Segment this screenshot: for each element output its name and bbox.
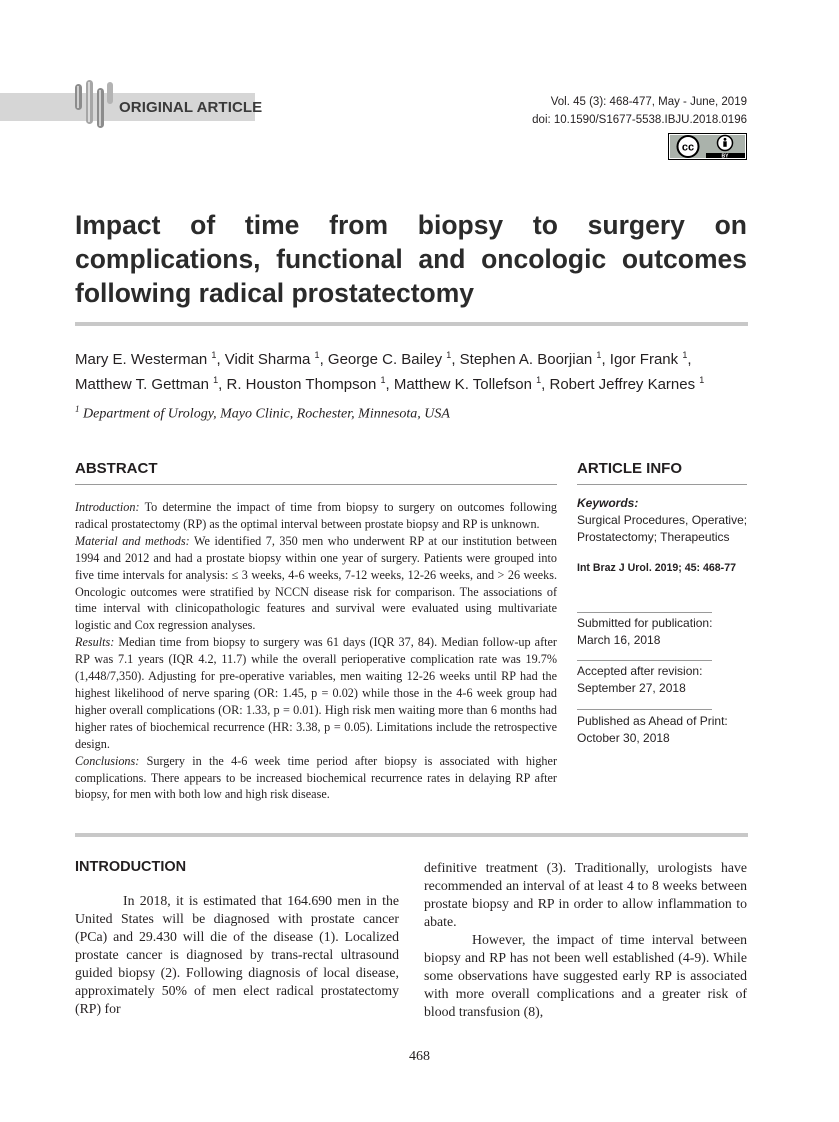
author-name: Matthew T. Gettman $^1$ (75, 375, 219, 393)
abstract-conclusions (75, 753, 557, 804)
journal-meta (532, 93, 747, 129)
article-info-heading-rule (577, 484, 747, 485)
accepted-date: September 27, 2018 (577, 681, 686, 695)
submitted-block (577, 615, 747, 649)
abstract-heading-rule (75, 484, 557, 485)
introduction-heading: INTRODUCTION (75, 859, 187, 875)
page-number: 468 (409, 1049, 430, 1064)
author-name: Stephen A. Boorjian $^1$ (459, 350, 602, 368)
author-affiliation-mark: 1 (213, 375, 219, 385)
published-label: Published as Ahead of Print: (577, 714, 728, 728)
abstract-label: Introduction: (75, 500, 140, 514)
abstract-text: Median time from biopsy to surgery was 61 days (IQR 37, 84). Median follow-up after RP was 7.1 years (IQR 4.2, 11.7) while the overall perioperative complication rate was 19.7% (1,448/7,350). Adjusting for pre-operative variables, men waiting 12-26 weeks until RP had the highest likelihood of nerve sparing (OR: 1.45, p = 0.02) while those in the 4-6 week group had higher overall complications (OR: 1.33, p = 0.01). High risk men waiting more than 6 months had higher rates of biochemical recurrence (HR: 3.38, p = 0.05). Limitations include the retrospective design. (75, 635, 557, 751)
author-affiliation-mark: 1 (380, 375, 386, 385)
info-divider (577, 660, 712, 661)
author-name: Mary E. Westerman $^1$ (75, 350, 217, 368)
abstract-text: To determine the impact of time from biopsy to surgery on outcomes following radical prostatectomy (RP) as the optimal interval between prostate biopsy and RP is unknown. (75, 500, 558, 531)
abstract-introduction (75, 499, 557, 533)
info-divider (577, 612, 712, 613)
submitted-label: Submitted for publication: (577, 616, 713, 630)
author-name: Matthew K. Tollefson $^1$ (393, 375, 542, 393)
author-name: Robert Jeffrey Karnes $^1$ (549, 375, 705, 393)
author-name: R. Houston Thompson $^1$ (226, 375, 386, 393)
published-block (577, 713, 747, 747)
title-divider (75, 322, 748, 326)
introduction-right-column (424, 859, 747, 1021)
abstract-text: We identified 7, 350 men who underwent RP at our institution between 1994 and 2012 and had a prostate biopsy within one year of surgery. Patients were grouped into five time intervals for analysis: ≤ 3 weeks, 4-6 weeks, 7-12 weeks, 12-26 weeks, and > 26 weeks. Oncologic outcomes were stratified by NCCN disease risk for comparison. The associations of time interval with clinicopathologic features and survival were evaluated using multivariate logistic and Cox regression analyses. (75, 533, 557, 633)
svg-text:BY: BY (721, 153, 729, 160)
accepted-block (577, 663, 747, 697)
abstract-label: Material and methods: (75, 533, 190, 548)
introduction-left-column (75, 892, 399, 1018)
author-name: George C. Bailey $^1$ (327, 350, 452, 368)
submitted-date: March 16, 2018 (577, 633, 661, 647)
volume-line: Vol. 45 (3): 468-477, May - June, 2019 (550, 96, 747, 108)
abstract-label: Results: (75, 635, 115, 650)
affiliation-mark: 1 (75, 404, 80, 414)
journal-logo-icon (72, 78, 116, 132)
svg-text:cc: cc (681, 141, 695, 154)
abstract-text: Surgery in the 4-6 week time period after biopsy is associated with higher complications. There appears to be increased biochemical recurrence rates in delaying RP after biopsy, for men with both low and high risk disease. (75, 753, 557, 802)
author-affiliation-mark: 1 (699, 375, 705, 385)
keywords-label: Keywords: (577, 496, 639, 510)
published-date: October 30, 2018 (577, 731, 670, 745)
author-affiliation-mark: 1 (596, 350, 602, 360)
paragraph: In 2018, it is estimated that 164.690 men in the United States will be diagnosed with prostate cancer (PCa) and 29.430 will die of the disease (1). Localized prostate cancer is diagnosed by trans-rectal ultrasound guided biopsy (2). Following diagnosis of local disease, approximately 50% of men elect radical prostatectomy (RP) for (75, 893, 399, 1016)
abstract-results (75, 634, 557, 752)
author-affiliation-mark: 1 (211, 350, 217, 360)
accepted-label: Accepted after revision: (577, 664, 703, 678)
author-affiliation-mark: 1 (536, 375, 542, 385)
author-affiliation-mark: 1 (446, 350, 452, 360)
author-affiliation-mark: 1 (314, 350, 320, 360)
abstract-heading: ABSTRACT (75, 460, 158, 477)
paragraph: definitive treatment (3). Traditionally, urologists have recommended an interval of at least 4 to 8 weeks between prostate biopsy and RP in order to allow inflammation to abate. (424, 860, 747, 929)
article-title: Impact of time from biopsy to surgery on complications, functional and oncologic outcomes following radical prostatectomy (75, 210, 747, 308)
paragraph: However, the impact of time interval between biopsy and RP has not been well established (4-9). While some observations have suggested early RP is associated with more overall complications and a greater risk of blood transfusion (8), (424, 932, 747, 1019)
article-type-label: ORIGINAL ARTICLE (119, 99, 263, 116)
article-info-heading: ARTICLE INFO (577, 460, 682, 477)
abstract-body (75, 499, 557, 803)
section-divider (75, 833, 748, 837)
abstract-label: Conclusions: (75, 753, 140, 768)
author-name: Igor Frank $^1$ (609, 350, 688, 368)
abstract-methods (75, 533, 557, 634)
affiliation-text: Department of Urology, Mayo Clinic, Rochester, Minnesota, USA (83, 406, 450, 422)
info-divider (577, 709, 712, 710)
author-affiliation-mark: 1 (682, 350, 688, 360)
creative-commons-by-icon[interactable] (668, 133, 747, 160)
doi-line: doi: 10.1590/S1677-5538.IBJU.2018.0196 (532, 114, 747, 126)
keywords-text: Surgical Procedures, Operative; Prostatectomy; Therapeutics (577, 513, 748, 544)
author-list: Mary E. Westerman $^1$, Vidit Sharma $^1$, George C. Bailey $^1$, Stephen A. Boorjian $^1$, Igor Frank $^1$, Matthew T. Gettman $^1$, R. Houston Thompson $^1$, Matthew K. Tollefson $^1$, Robert Jeffrey Karnes $^1$ (75, 350, 705, 393)
author-name: Vidit Sharma $^1$ (224, 350, 320, 368)
citation: Int Braz J Urol. 2019; 45: 468-77 (577, 562, 736, 574)
affiliation (75, 404, 450, 423)
